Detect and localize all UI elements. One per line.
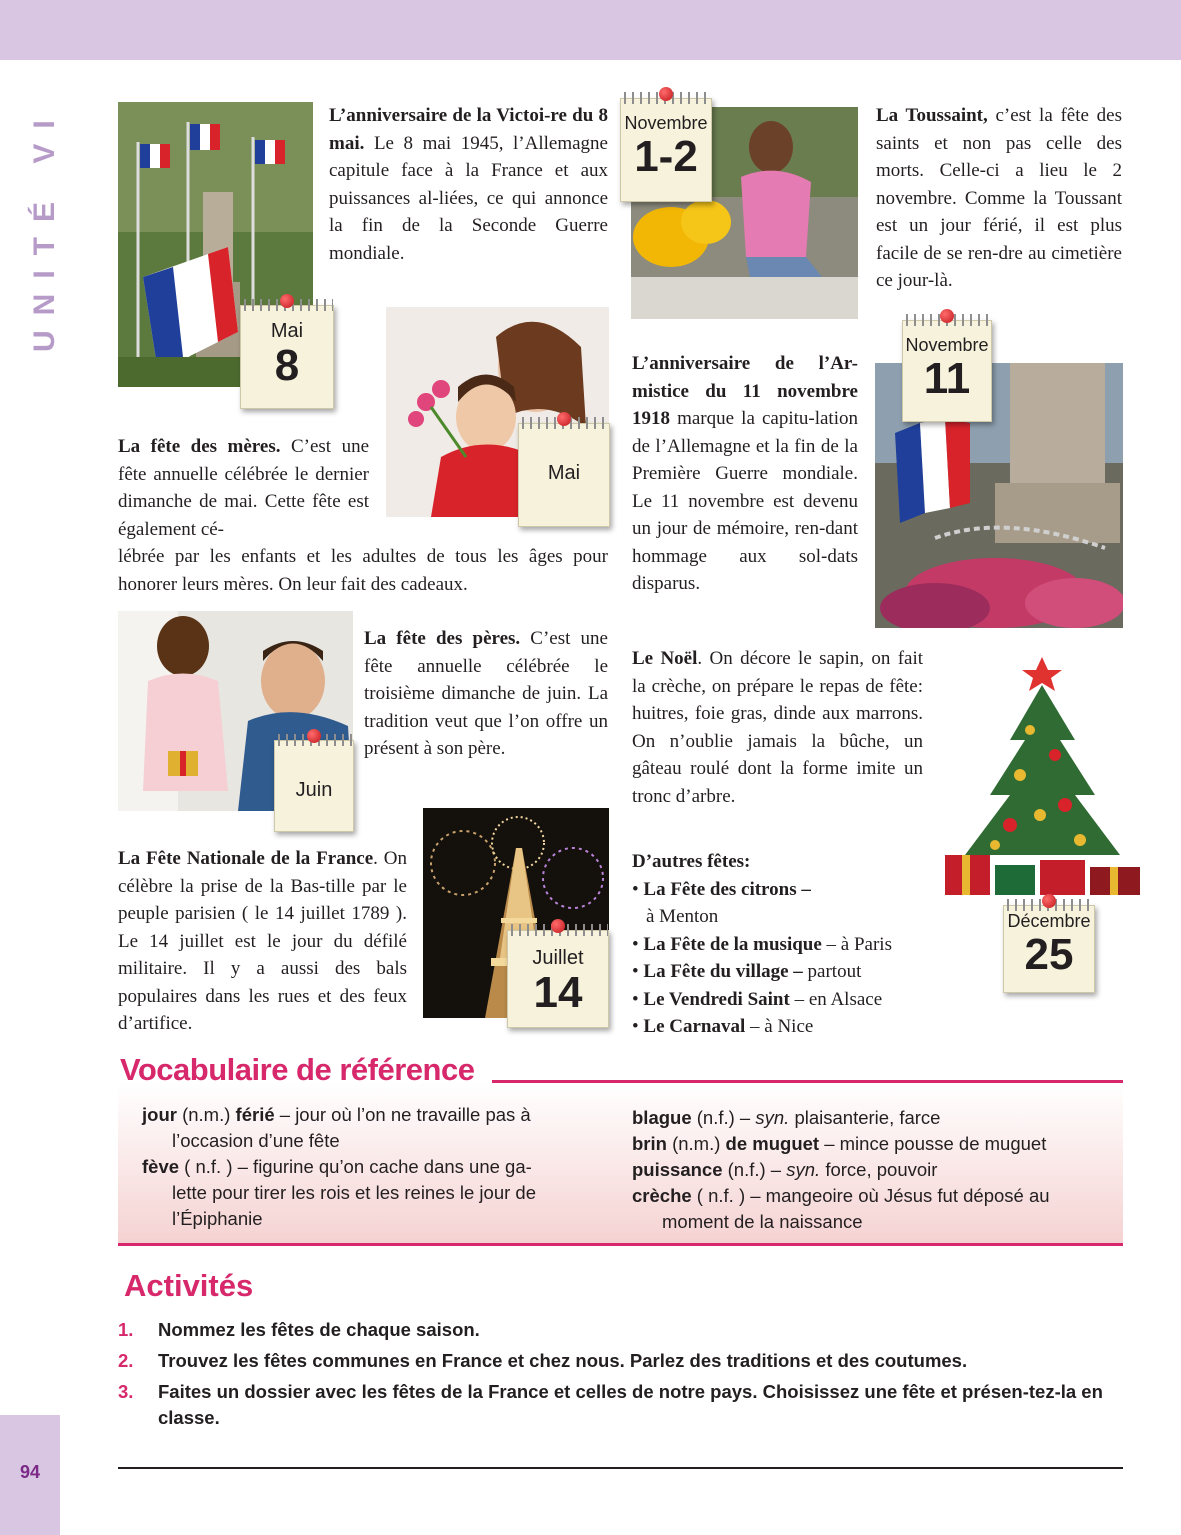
noel-body: . On décore le sapin, on fait la crèche, on prépare le repas de fête: huitres, foie gras, dinde aux marrons. On n’oublie jamais la bûche, un gâteau roulé dont la forme imite un tronc d’arbre. [632, 648, 924, 807]
vocab-word: puissance [632, 1159, 723, 1180]
peres-body: C’est une fête annuelle célébrée le troisième dimanche de juin. La tradition veut que l’on offre un présent à son père. [364, 628, 608, 759]
pin-icon [557, 412, 571, 426]
meres-text [118, 433, 369, 543]
vocab-entry-feve [142, 1154, 592, 1232]
activity-number: 2. [118, 1350, 134, 1371]
activity-text: Nommez les fêtes de chaque saison. [158, 1319, 480, 1340]
pin-icon [551, 919, 565, 933]
vocab-definition: – figurine qu’on cache dans une ga- [237, 1156, 532, 1177]
pin-icon [307, 729, 321, 743]
vocab-grammar: (n.m.) [666, 1133, 726, 1154]
vocab-definition-cont: moment de la naissance [662, 1211, 863, 1232]
vocab-entry-brin [632, 1131, 1112, 1157]
armistice-title: L’anniversaire de l’Ar-mistice du 11 novembre 1918 [632, 353, 858, 429]
page-number: 94 [19, 1462, 41, 1482]
nationale-title: La Fête Nationale de la France [118, 848, 374, 869]
nationale-text [118, 845, 407, 1038]
vocab-definition: – mince pousse de muguet [819, 1133, 1047, 1154]
victoire-body: Le 8 mai 1945, l’Allemagne capitule face à la France et aux puissances al-liées, ce qui annonce la fin de la Seconde Guerre mondiale. [329, 132, 608, 264]
vocab-grammar: ( n.f. ) [691, 1185, 751, 1206]
fete-name: La Fête des citrons – [643, 878, 811, 900]
calendar-decembre-25 [1003, 905, 1095, 993]
vocab-entry-creche [632, 1183, 1112, 1235]
vocab-word: jour [142, 1104, 177, 1125]
toussaint-text [876, 102, 1122, 295]
fete-place: – à Paris [821, 933, 892, 955]
calendar-day: 8 [274, 341, 300, 390]
peres-text [364, 625, 608, 763]
activity-item [118, 1348, 1123, 1374]
calendar-month: Novembre [905, 335, 989, 355]
calendar-day: 25 [1024, 930, 1074, 979]
vocab-syn: syn. [786, 1159, 821, 1180]
fete-name: Le Carnaval [643, 1016, 746, 1037]
armistice-body: marque la capitu-lation de l’Allemagne et la fin de la Première Guerre mondiale. Le 11 novembre est devenu un jour de mémoire, ren-dant hommage aux sol-dats disparus. [632, 408, 858, 594]
vocab-word: brin [632, 1133, 667, 1154]
calendar-month: Mai [270, 320, 304, 342]
vocab-word: férié [235, 1104, 275, 1125]
calendar-juillet-14 [507, 930, 609, 1028]
victoire-title: L’anniversaire de la Victoi-re du 8 mai. [329, 105, 608, 154]
fete-name: La Fête de la musique [643, 933, 822, 955]
vocab-definition-cont: lette pour tirer les rois et les reines le jour de l’Épiphanie [172, 1182, 537, 1229]
fete-place: partout [802, 961, 862, 982]
peres-title: La fête des pères. [364, 628, 521, 649]
calendar-mai [518, 423, 610, 527]
vocab-entry-blague [632, 1105, 1112, 1131]
activity-text: Faites un dossier avec les fêtes de la France et celles de notre pays. Choisissez une fête et présen-tez-la en classe. [158, 1381, 1103, 1428]
calendar-month: Décembre [1007, 911, 1091, 931]
other-fetes-heading: D’autres fêtes: [632, 851, 751, 872]
unit-label: UNITÉ VI [28, 105, 61, 352]
noel-title: Le Noël [632, 648, 698, 669]
noel-text [632, 645, 923, 810]
bottom-rule [118, 1467, 1123, 1469]
list-item: • Le Carnaval – à Nice [632, 1016, 814, 1037]
fete-place: – en Alsace [789, 988, 883, 1010]
calendar-novembre-11 [902, 320, 992, 422]
nationale-body: . On célèbre la prise de la Bas-tille par le peuple parisien ( le 14 juillet 1789 ). Le 14 juillet est le jour du défilé militaire. Il y a aussi des bals populaires dans les rues et des feux d’artifice. [118, 848, 407, 1034]
vocabulary-rule [492, 1080, 1123, 1083]
vocab-grammar: (n.f.) – [722, 1159, 787, 1180]
toussaint-title: La Toussaint, [876, 105, 988, 126]
activity-number: 3. [118, 1381, 134, 1402]
armistice-text [632, 350, 858, 598]
vocab-word: fève [142, 1156, 180, 1177]
vocab-syn: syn. [755, 1107, 790, 1128]
meres-title: La fête des mères. [118, 436, 281, 457]
fete-name: Le Vendredi Saint [643, 988, 790, 1010]
fete-place: à Menton [646, 906, 719, 927]
vocabulary-title: Vocabulaire de référence [120, 1052, 475, 1087]
calendar-mai-8 [240, 305, 334, 409]
calendar-month: Novembre [624, 113, 708, 133]
meres-body: C’est une fête annuelle célébrée le dernier dimanche de mai. Cette fête est également cé- [118, 436, 369, 540]
vocab-entry-jour [142, 1102, 592, 1154]
vocab-word: blague [632, 1107, 692, 1128]
vocab-definition: – mangeoire où Jésus fut déposé au [750, 1185, 1050, 1206]
activity-item [118, 1317, 1123, 1343]
pin-icon [659, 87, 673, 101]
fete-name: La Fête du village – [643, 961, 803, 982]
top-band [0, 0, 1181, 60]
pin-icon [1042, 894, 1056, 908]
calendar-month: Juin [295, 779, 333, 801]
vocab-definition: – jour où l’on ne travaille pas à [274, 1104, 531, 1125]
activity-number: 1. [118, 1319, 134, 1340]
victoire-text [329, 102, 608, 267]
toussaint-body: c’est la fête des saints et non pas celle des morts. Celle-ci a lieu le 2 novembre. Comme la Toussant est un jour férié, il est plus facile de se ren-dre au cimetière ce jour-là. [876, 105, 1122, 291]
calendar-month: Mai [547, 462, 581, 484]
calendar-month: Juillet [532, 947, 584, 969]
christmas-tree-photo [940, 655, 1145, 900]
activities-title: Activités [124, 1268, 254, 1303]
list-item: • La Fête du village – partout [632, 961, 862, 982]
fete-place: – à Nice [745, 1016, 814, 1037]
vocab-word: crèche [632, 1185, 692, 1206]
calendar-day: 1-2 [634, 132, 698, 181]
list-item: • La Fête des citrons – [632, 878, 811, 900]
vocab-definition: plaisanterie, farce [789, 1107, 941, 1128]
pin-icon [280, 294, 294, 308]
calendar-day: 11 [923, 354, 971, 403]
activity-text: Trouvez les fêtes communes en France et chez nous. Parlez des traditions et des coutumes. [158, 1350, 968, 1371]
vocab-word: de muguet [725, 1133, 820, 1154]
other-fetes [632, 848, 942, 1041]
activity-item [118, 1379, 1123, 1431]
vocab-entry-puissance [632, 1157, 1112, 1183]
calendar-novembre-1-2 [620, 98, 712, 202]
vocab-definition: force, pouvoir [820, 1159, 938, 1180]
vocab-grammar: (n.m.) [176, 1104, 236, 1125]
meres-text-continued: lébrée par les enfants et les adultes de tous les âges pour honorer leurs mères. On leur fait des cadeaux. [118, 546, 608, 595]
list-item: • La Fête de la musique – à Paris [632, 933, 892, 955]
vocab-grammar: (n.f.) – [691, 1107, 756, 1128]
vocab-grammar: ( n.f. ) [179, 1156, 238, 1177]
calendar-juin [274, 740, 354, 832]
pin-icon [940, 309, 954, 323]
calendar-day: 14 [533, 968, 583, 1017]
vocab-definition-cont: l’occasion d’une fête [172, 1130, 340, 1151]
list-item: • Le Vendredi Saint – en Alsace [632, 988, 883, 1010]
